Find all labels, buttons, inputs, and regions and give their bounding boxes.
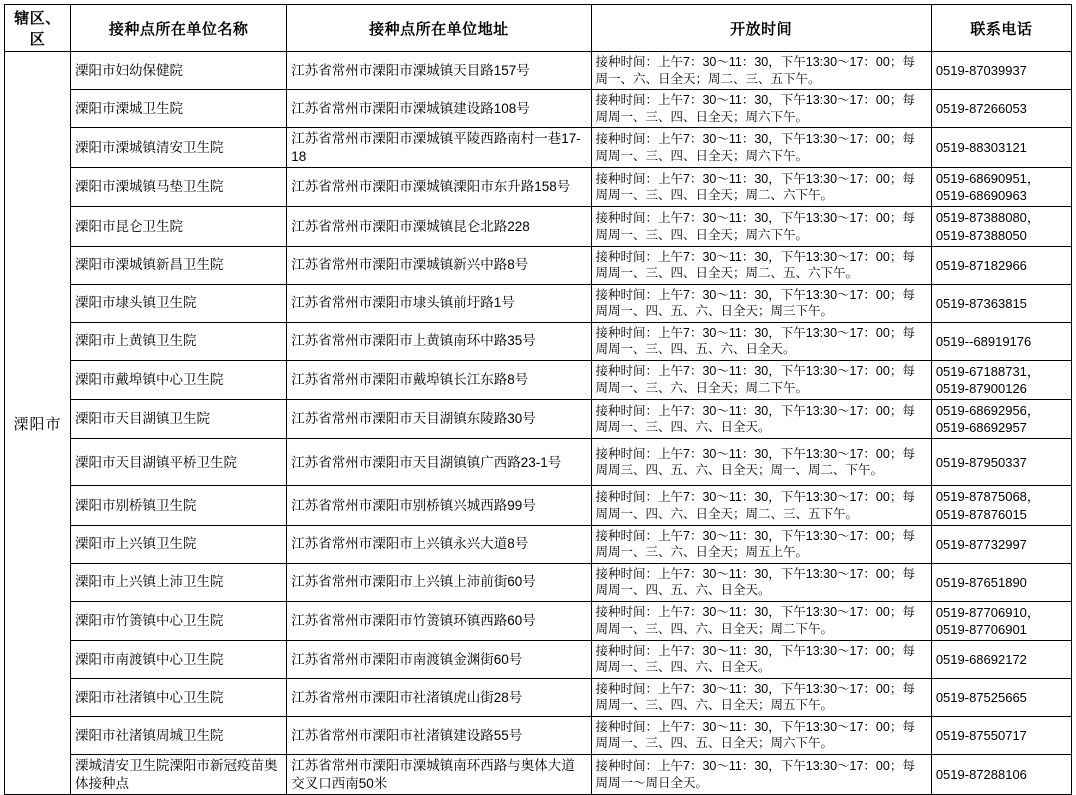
unit-address: 江苏省常州市溧阳市溧城镇南环西路与奥体大道交叉口西南50米 [287, 754, 591, 794]
open-time: 接种时间：上午7：30～11：30，下午13:30～17：00；每周周一、三、四、五、六、日全天。 [591, 322, 931, 360]
open-time: 接种时间：上午7：30～11：30，下午13:30～17：00；每周周一、三、四、六、日全天。 [591, 400, 931, 439]
table-row [5, 284, 1072, 322]
contact-phone: 0519--68919176 [931, 322, 1071, 360]
table-row [5, 716, 1072, 754]
unit-address: 江苏省常州市溧阳市溧城镇溧阳市东升路158号 [287, 168, 591, 207]
open-time: 接种时间：上午7：30～11：30，下午13:30～17：00；每周周一、三、四、五、日全天；周六下午。 [591, 716, 931, 754]
unit-address: 江苏省常州市溧阳市社渚镇虎山街28号 [287, 678, 591, 716]
open-time: 接种时间：上午7：30～11：30，下午13:30～17：00；每周周一、四、五、六、日全天；周三下午。 [591, 284, 931, 322]
table-row [5, 128, 1072, 168]
table-row [5, 400, 1072, 439]
column-header-unit: 接种点所在单位名称 [71, 5, 287, 52]
unit-name: 溧阳市上兴镇上沛卫生院 [71, 563, 287, 601]
unit-address: 江苏省常州市溧阳市社渚镇建设路55号 [287, 716, 591, 754]
open-time: 接种时间：上午7：30～11：30，下午13:30～17：00；每周周一、三、四、日全天；周二、六下午。 [591, 168, 931, 207]
unit-address: 江苏省常州市溧阳市溧城镇天目路157号 [287, 52, 591, 90]
open-time: 接种时间：上午7：30～11：30，下午13:30～17：00；每周周一、三、四、日全天；周六下午。 [591, 128, 931, 168]
unit-name: 溧阳市昆仑卫生院 [71, 207, 287, 246]
open-time: 接种时间：上午7：30～11：30，下午13:30～17：00；每周周一～周日全天。 [591, 754, 931, 794]
contact-phone: 0519-87950337 [931, 439, 1071, 486]
contact-phone: 0519-87182966 [931, 246, 1071, 284]
unit-address: 江苏省常州市溧阳市上黄镇南环中路35号 [287, 322, 591, 360]
unit-name: 溧阳市上兴镇卫生院 [71, 525, 287, 563]
contact-phone: 0519-87388080，0519-87388050 [931, 207, 1071, 246]
table-row [5, 52, 1072, 90]
contact-phone: 0519-87550717 [931, 716, 1071, 754]
table-row [5, 322, 1072, 360]
unit-name: 溧阳市戴埠镇中心卫生院 [71, 360, 287, 399]
open-time: 接种时间：上午7：30～11：30，下午13:30～17：00；每周周一、三、四、日全天；周六下午。 [591, 207, 931, 246]
unit-name: 溧阳市溧城镇马垫卫生院 [71, 168, 287, 207]
column-header-time: 开放时间 [591, 5, 931, 52]
unit-address: 江苏省常州市溧阳市溧城镇昆仑北路228 [287, 207, 591, 246]
open-time: 接种时间：上午7：30～11：30，下午13:30～17：00；每周周一、三、六、日全天；周五上午。 [591, 525, 931, 563]
table-row [5, 486, 1072, 525]
unit-name: 溧阳市溧城卫生院 [71, 90, 287, 128]
open-time: 接种时间：上午7：30～11：30，下午13:30～17：00；每周周三、四、五、六、日全天；周一、周二、下午。 [591, 439, 931, 486]
open-time: 接种时间：上午7：30～11：30，下午13:30～17：00；每周周一、三、四、日全天；周二、五、六下午。 [591, 246, 931, 284]
open-time: 接种时间：上午7：30～11：30，下午13:30～17：00；每周周一、四、五、六、日全天。 [591, 563, 931, 601]
table-header-row [5, 5, 1072, 52]
unit-name: 溧阳市上黄镇卫生院 [71, 322, 287, 360]
unit-address: 江苏省常州市溧阳市溧城镇平陵西路南村一巷17-18 [287, 128, 591, 168]
open-time: 接种时间：上午7：30～11：30，下午13:30～17：00；每周周一、三、四、六、日全天；周五下午。 [591, 678, 931, 716]
unit-address: 江苏省常州市溧阳市溧城镇建设路108号 [287, 90, 591, 128]
contact-phone: 0519-68692172 [931, 640, 1071, 678]
unit-name: 溧阳市社渚镇周城卫生院 [71, 716, 287, 754]
unit-address: 江苏省常州市溧阳市别桥镇兴城西路99号 [287, 486, 591, 525]
unit-name: 溧阳市妇幼保健院 [71, 52, 287, 90]
column-header-region: 辖区、区 [5, 5, 71, 52]
contact-phone: 0519-67188731，0519-87900126 [931, 360, 1071, 399]
table-header [5, 5, 1072, 52]
unit-name: 溧城清安卫生院溧阳市新冠疫苗奥体接种点 [71, 754, 287, 794]
unit-name: 溧阳市南渡镇中心卫生院 [71, 640, 287, 678]
table-body [5, 52, 1072, 795]
table-row [5, 168, 1072, 207]
unit-address: 江苏省常州市溧阳市溧城镇新兴中路8号 [287, 246, 591, 284]
contact-phone: 0519-87266053 [931, 90, 1071, 128]
table-row [5, 246, 1072, 284]
table-row [5, 360, 1072, 399]
unit-address: 江苏省常州市溧阳市天目湖镇东陵路30号 [287, 400, 591, 439]
contact-phone: 0519-87651890 [931, 563, 1071, 601]
open-time: 接种时间：上午7：30～11：30，下午13:30～17：00；每周周一、三、四、六、日全天。 [591, 640, 931, 678]
contact-phone: 0519-68692956，0519-68692957 [931, 400, 1071, 439]
unit-name: 溧阳市埭头镇卫生院 [71, 284, 287, 322]
unit-name: 溧阳市天目湖镇平桥卫生院 [71, 439, 287, 486]
table-row [5, 90, 1072, 128]
vaccination-sites-table [4, 4, 1072, 795]
contact-phone: 0519-87706910，0519-87706901 [931, 601, 1071, 640]
unit-name: 溧阳市竹箦镇中心卫生院 [71, 601, 287, 640]
open-time: 接种时间：上午7：30～11：30，下午13:30～17：00；每周周一、四、六、日全天；周二、三、五下午。 [591, 486, 931, 525]
region-cell: 溧阳市 [5, 52, 71, 795]
contact-phone: 0519-87363815 [931, 284, 1071, 322]
contact-phone: 0519-87732997 [931, 525, 1071, 563]
open-time: 接种时间：上午7：30～11：30，下午13:30～17：00；每周周一、三、四、日全天；周六下午。 [591, 90, 931, 128]
unit-address: 江苏省常州市溧阳市上兴镇永兴大道8号 [287, 525, 591, 563]
table-row [5, 601, 1072, 640]
unit-address: 江苏省常州市溧阳市埭头镇前圩路1号 [287, 284, 591, 322]
unit-name: 溧阳市社渚镇中心卫生院 [71, 678, 287, 716]
contact-phone: 0519-87288106 [931, 754, 1071, 794]
unit-address: 江苏省常州市溧阳市天目湖镇镇广西路23-1号 [287, 439, 591, 486]
open-time: 接种时间：上午7：30～11：30，下午13:30～17：00；每周周一、三、四、六、日全天；周二下午。 [591, 601, 931, 640]
contact-phone: 0519-87875068，0519-87876015 [931, 486, 1071, 525]
unit-name: 溧阳市天目湖镇卫生院 [71, 400, 287, 439]
table-row [5, 439, 1072, 486]
table-row [5, 754, 1072, 794]
contact-phone: 0519-87039937 [931, 52, 1071, 90]
column-header-address: 接种点所在单位地址 [287, 5, 591, 52]
unit-name: 溧阳市溧城镇新昌卫生院 [71, 246, 287, 284]
table-row [5, 207, 1072, 246]
open-time: 接种时间：上午7：30～11：30，下午13:30～17：00；每周一、六、日全天；周二、三、五下午。 [591, 52, 931, 90]
table-row [5, 640, 1072, 678]
column-header-phone: 联系电话 [931, 5, 1071, 52]
table-row [5, 525, 1072, 563]
open-time: 接种时间：上午7：30～11：30，下午13:30～17：00；每周周一、三、六、日全天；周二下午。 [591, 360, 931, 399]
contact-phone: 0519-87525665 [931, 678, 1071, 716]
table-row [5, 678, 1072, 716]
unit-address: 江苏省常州市溧阳市戴埠镇长江东路8号 [287, 360, 591, 399]
unit-address: 江苏省常州市溧阳市上兴镇上沛前街60号 [287, 563, 591, 601]
contact-phone: 0519-68690951，0519-68690963 [931, 168, 1071, 207]
contact-phone: 0519-88303121 [931, 128, 1071, 168]
unit-address: 江苏省常州市溧阳市竹箦镇环镇西路60号 [287, 601, 591, 640]
unit-address: 江苏省常州市溧阳市南渡镇金渊街60号 [287, 640, 591, 678]
table-row [5, 563, 1072, 601]
unit-name: 溧阳市别桥镇卫生院 [71, 486, 287, 525]
unit-name: 溧阳市溧城镇清安卫生院 [71, 128, 287, 168]
